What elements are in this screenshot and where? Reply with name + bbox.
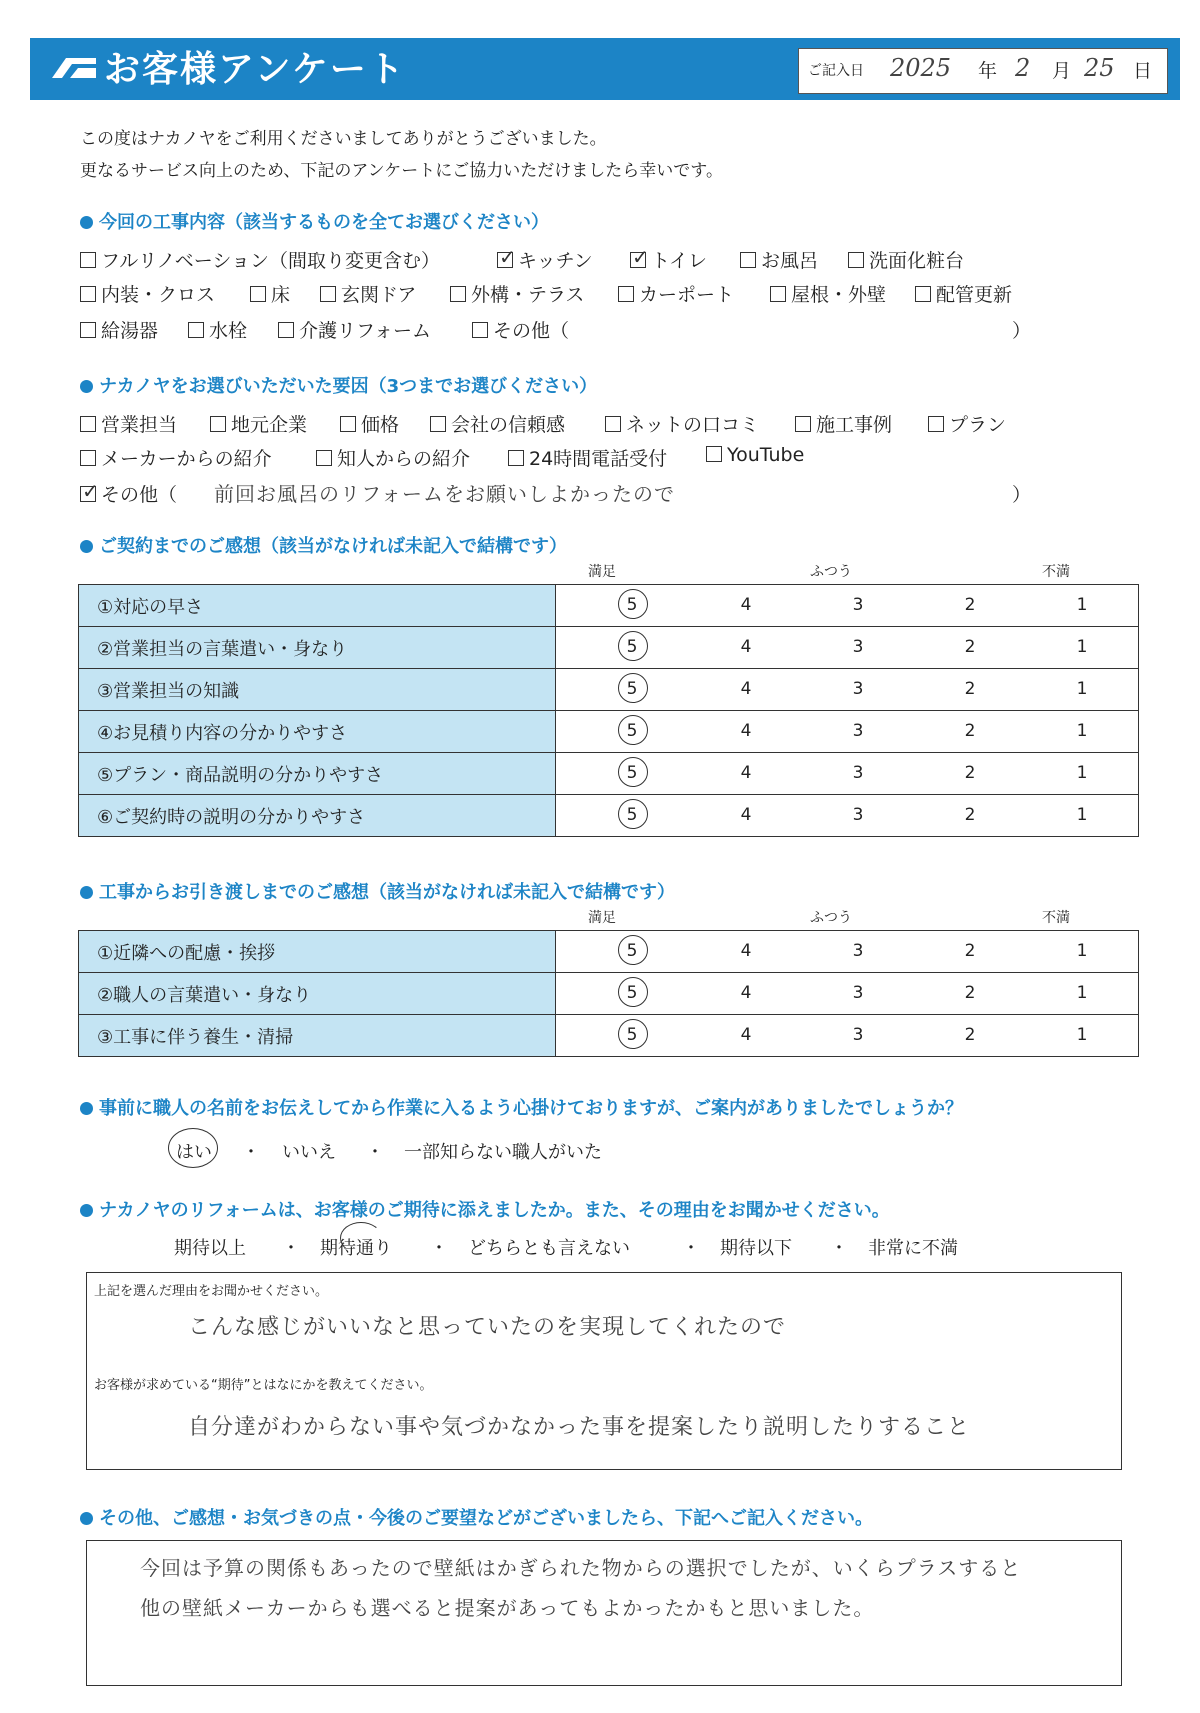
table-row [79,627,1139,669]
bullet-icon [80,1512,93,1525]
checkbox-option[interactable] [450,280,584,307]
close-paren: ） [1012,484,1032,506]
bullet-icon [80,540,93,553]
bullet-icon [80,886,93,899]
score-option[interactable]: 4 [740,721,752,741]
checkbox-option[interactable] [605,410,759,437]
checkbox-option[interactable] [928,410,1006,437]
section-title-text: ナカノヤをお選びいただいた要因（3つまでお選びください） [99,376,598,397]
section-title-construction [80,878,675,904]
section-title-comments [80,1504,873,1530]
score-option[interactable]: 2 [964,983,976,1003]
answer-no[interactable]: いいえ [282,1142,336,1163]
checkbox-label: 24時間電話受付 [529,448,668,470]
selected-circle [168,1128,218,1168]
section-title-text: 今回の工事内容（該当するものを全てお選びください） [99,212,549,233]
bullet-icon [80,216,93,229]
checkbox-label: 介護リフォーム [299,320,432,342]
checkbox-option[interactable] [250,280,290,307]
section-title-expectation [80,1196,890,1222]
checkbox-icon[interactable] [848,252,864,268]
score-option[interactable]: 5 [626,805,638,825]
selected-circle [618,799,648,829]
checkbox-option[interactable] [740,246,818,273]
score-cell [556,753,1139,795]
checkbox-option[interactable] [316,444,470,471]
checkbox-icon[interactable] [80,252,96,268]
section-title-contract [80,532,567,558]
checkbox-option[interactable] [340,410,399,437]
checkbox-option[interactable] [915,280,1012,307]
company-logo-icon [48,52,100,84]
score-option[interactable]: 3 [852,983,864,1003]
checkbox-label: 水栓 [209,320,248,342]
option-as-expected[interactable]: 期待通り [320,1238,392,1259]
selected-circle [618,757,648,787]
score-option[interactable]: 1 [1076,763,1088,783]
checkbox-label: 玄関ドア [341,284,417,306]
question-label: ①近隣への配慮・挨拶 [79,931,556,973]
date-year-unit: 年 [978,60,998,82]
page-title: お客様アンケート [104,49,406,90]
section-title-text: 工事からお引き渡しまでのご感想（該当がなければ未記入で結構です） [99,882,675,903]
answer-yes[interactable]: はい [176,1142,212,1163]
score-option[interactable]: 2 [964,805,976,825]
score-option[interactable]: 1 [1076,1025,1088,1045]
scale-low: 不満 [1042,564,1070,580]
option-below[interactable]: 期待以下 [720,1238,792,1259]
score-cell [556,585,1139,627]
score-option[interactable]: 4 [740,805,752,825]
separator: ・ [242,1142,260,1163]
checkbox-option[interactable] [210,410,307,437]
table-row [79,1015,1139,1057]
scale-mid: ふつう [810,564,852,580]
check-mark-icon: ✓ [82,479,99,503]
checkbox-label: 屋根・外壁 [791,284,887,306]
expectation-handwriting: 自分達がわからない事や気づかなかった事を提案したり説明したりすること [188,1415,971,1440]
score-option[interactable]: 3 [852,805,864,825]
score-option[interactable]: 2 [964,721,976,741]
checkbox-label: 内装・クロス [101,284,216,306]
checkbox-label: 洗面化粧台 [869,250,965,272]
score-option[interactable]: 5 [626,679,638,699]
checkbox-icon[interactable] [80,322,96,338]
checkbox-icon[interactable] [210,416,226,432]
section-title-craftsman [80,1094,963,1120]
score-option[interactable]: 5 [626,721,638,741]
question-label: ④お見積り内容の分かりやすさ [79,711,556,753]
comments-line-1: 今回は予算の関係もあったので壁紙はかぎられた物からの選択でしたが、いくらプラスすると [140,1556,1022,1580]
selected-circle [618,673,648,703]
table-row [79,753,1139,795]
score-option[interactable]: 4 [740,595,752,615]
checkbox-label: 会社の信頼感 [451,414,566,436]
answer-partial[interactable]: 一部知らない職人がいた [404,1142,602,1163]
checkbox-label: キッチン [518,250,593,272]
score-option[interactable]: 4 [740,983,752,1003]
checkbox-label: 外構・テラス [471,284,585,306]
selected-circle [618,631,648,661]
checkbox-icon[interactable] [316,450,332,466]
other-reason-handwriting: 前回お風呂のリフォームをお願いしよかったので [214,482,675,506]
checkbox-icon[interactable] [80,450,96,466]
reason-label: 上記を選んだ理由をお聞かせください。 [94,1284,329,1299]
score-option[interactable]: 4 [740,763,752,783]
section-title-reason [80,372,597,398]
question-label: ①対応の早さ [79,585,556,627]
score-option[interactable]: 3 [852,595,864,615]
checkbox-option[interactable] [497,246,593,273]
score-option[interactable]: 2 [964,763,976,783]
option-very-unsatisfied[interactable]: 非常に不満 [868,1238,958,1259]
construction-rating-table [78,930,1139,1057]
separator: ・ [682,1238,700,1259]
selected-circle [618,1019,648,1049]
score-option[interactable]: 4 [740,679,752,699]
score-option[interactable]: 2 [964,637,976,657]
checkbox-icon[interactable] [795,416,811,432]
score-option[interactable]: 1 [1076,679,1088,699]
checkbox-icon[interactable] [740,252,756,268]
checkbox-icon[interactable] [278,322,294,338]
score-cell [556,795,1139,837]
checkbox-option[interactable] [80,246,440,273]
date-year: 2025 [890,54,952,82]
checked-box-icon[interactable] [497,245,516,269]
selected-circle [618,715,648,745]
selected-circle [618,935,648,965]
checkbox-option[interactable] [80,316,158,343]
checkbox-icon[interactable] [706,446,722,462]
score-option[interactable]: 1 [1076,941,1088,961]
scale-low: 不満 [1042,910,1070,926]
question-label: ②職人の言葉遣い・身なり [79,973,556,1015]
checkbox-icon[interactable] [928,416,944,432]
score-cell [556,711,1139,753]
table-row [79,795,1139,837]
date-month-unit: 月 [1052,60,1072,82]
date-day: 25 [1084,54,1115,82]
checkbox-label: その他（ [493,320,570,342]
score-option[interactable]: 5 [626,983,638,1003]
checkbox-option[interactable] [630,246,707,273]
checkbox-icon[interactable] [472,322,488,338]
score-cell [556,669,1139,711]
score-option[interactable]: 3 [852,679,864,699]
question-label: ⑥ご契約時の説明の分かりやすさ [79,795,556,837]
table-row [79,931,1139,973]
score-option[interactable]: 2 [964,679,976,699]
checkbox-option[interactable] [508,444,667,471]
scale-high: 満足 [588,564,616,580]
checkbox-option[interactable] [80,444,272,471]
checkbox-icon[interactable] [770,286,786,302]
bullet-icon [80,380,93,393]
score-option[interactable]: 2 [964,941,976,961]
score-option[interactable]: 1 [1076,721,1088,741]
checkbox-icon[interactable] [320,286,336,302]
score-option[interactable]: 4 [740,1025,752,1045]
comments-line-2: 他の壁紙メーカーからも選べると提案があってもよかったかもと思いました。 [140,1596,875,1620]
checkbox-icon[interactable] [340,416,356,432]
date-day-unit: 日 [1133,60,1153,82]
checkbox-icon[interactable] [618,286,634,302]
score-option[interactable]: 1 [1076,983,1088,1003]
checkbox-label: プラン [949,414,1007,436]
checkbox-option[interactable] [80,410,177,437]
separator: ・ [282,1238,300,1259]
expectation-label: お客様が求めている“期待”とはなにかを教えてください。 [94,1378,433,1393]
intro-line-1: この度はナカノヤをご利用くださいましてありがとうございました。 [80,129,607,149]
checkbox-option[interactable] [278,316,431,343]
checkbox-option[interactable] [430,410,565,437]
score-option[interactable]: 3 [852,941,864,961]
checkbox-icon[interactable] [430,416,446,432]
section-title-work [80,208,549,234]
checkbox-icon[interactable] [80,286,96,302]
selected-circle [618,589,648,619]
score-option[interactable]: 5 [626,941,638,961]
checkbox-icon[interactable] [915,286,931,302]
checked-box-icon[interactable] [80,479,99,503]
check-mark-icon: ✓ [632,245,649,269]
score-option[interactable]: 1 [1076,637,1088,657]
checkbox-option[interactable] [795,410,892,437]
checkbox-option[interactable] [80,480,177,507]
checkbox-label: その他（ [101,484,178,506]
score-option[interactable]: 5 [626,763,638,783]
checkbox-label: 床 [271,284,291,306]
checkbox-icon[interactable] [250,286,266,302]
question-label: ③工事に伴う養生・清掃 [79,1015,556,1057]
checkbox-label: ネットの口コミ [626,414,760,436]
score-option[interactable]: 3 [852,1025,864,1045]
checkbox-label: 価格 [361,414,400,436]
score-option[interactable]: 5 [626,1025,638,1045]
question-label: ②営業担当の言葉遣い・身なり [79,627,556,669]
selected-circle [618,977,648,1007]
reason-handwriting: こんな感じがいいなと思っていたのを実現してくれたので [188,1315,787,1340]
scale-mid: ふつう [810,910,852,926]
date-month: 2 [1015,54,1031,82]
checkbox-option[interactable] [80,280,215,307]
section-title-text: ナカノヤのリフォームは、お客様のご期待に添えましたか。また、その理由をお聞かせください。 [99,1200,890,1221]
score-option[interactable]: 5 [626,595,638,615]
checkbox-label: 営業担当 [101,414,178,436]
section-title-text: 事前に職人の名前をお伝えしてから作業に入るよう心掛けておりますが、ご案内がありましたでしょうか？ [99,1098,963,1119]
bullet-icon [80,1102,93,1115]
score-option[interactable]: 4 [740,941,752,961]
table-row [79,711,1139,753]
score-cell [556,931,1139,973]
question-label: ③営業担当の知識 [79,669,556,711]
score-option[interactable]: 3 [852,721,864,741]
checkbox-option[interactable] [320,280,416,307]
contract-rating-table [78,584,1139,837]
checkbox-label: お風呂 [761,250,819,272]
checkbox-label: 地元企業 [231,414,308,436]
question-label: ⑤プラン・商品説明の分かりやすさ [79,753,556,795]
table-row [79,669,1139,711]
score-cell [556,1015,1139,1057]
separator: ・ [830,1238,848,1259]
score-cell [556,973,1139,1015]
intro-line-2: 更なるサービス向上のため、下記のアンケートにご協力いただけましたら幸いです。 [80,161,723,181]
checkbox-icon[interactable] [188,322,204,338]
option-above[interactable]: 期待以上 [174,1238,246,1259]
checkbox-icon[interactable] [508,450,524,466]
option-neutral[interactable]: どちらとも言えない [468,1238,630,1259]
checkbox-option[interactable] [188,316,247,343]
checkbox-option[interactable] [706,444,804,466]
checkbox-label: カーポート [639,284,735,306]
checkbox-label: トイレ [651,250,708,272]
table-row [79,585,1139,627]
checkbox-icon[interactable] [80,416,96,432]
score-option[interactable]: 5 [626,637,638,657]
checkbox-icon[interactable] [450,286,466,302]
date-label: ご記入日 [808,63,864,79]
checkbox-option[interactable] [770,280,886,307]
checkbox-label: 施工事例 [816,414,893,436]
checkbox-label: 配管更新 [936,284,1013,306]
scale-high: 満足 [588,910,616,926]
score-option[interactable]: 2 [964,1025,976,1045]
score-option[interactable]: 4 [740,637,752,657]
score-cell [556,627,1139,669]
score-option[interactable]: 3 [852,763,864,783]
score-option[interactable]: 1 [1076,805,1088,825]
checkbox-option[interactable] [472,316,569,343]
table-row [79,973,1139,1015]
checkbox-label: 給湯器 [101,320,159,342]
checkbox-label: フルリノベーション（間取り変更含む） [101,250,440,272]
checkbox-label: YouTube [727,444,805,466]
checkbox-label: メーカーからの紹介 [101,448,272,470]
bullet-icon [80,1204,93,1217]
score-option[interactable]: 2 [964,595,976,615]
score-option[interactable]: 3 [852,637,864,657]
separator: ・ [430,1238,448,1259]
checkbox-icon[interactable] [605,416,621,432]
selected-circle [340,1222,382,1254]
section-title-text: ご契約までのご感想（該当がなければ未記入で結構です） [99,536,567,557]
checkbox-label: 知人からの紹介 [337,448,471,470]
close-paren: ） [1012,320,1032,342]
checkbox-option[interactable] [848,246,964,273]
separator: ・ [366,1142,384,1163]
section-title-text: その他、ご感想・お気づきの点・今後のご要望などがございましたら、下記へご記入ください。 [99,1508,873,1529]
score-option[interactable]: 1 [1076,595,1088,615]
checkbox-option[interactable] [618,280,734,307]
checked-box-icon[interactable] [630,245,649,269]
check-mark-icon: ✓ [499,245,516,269]
